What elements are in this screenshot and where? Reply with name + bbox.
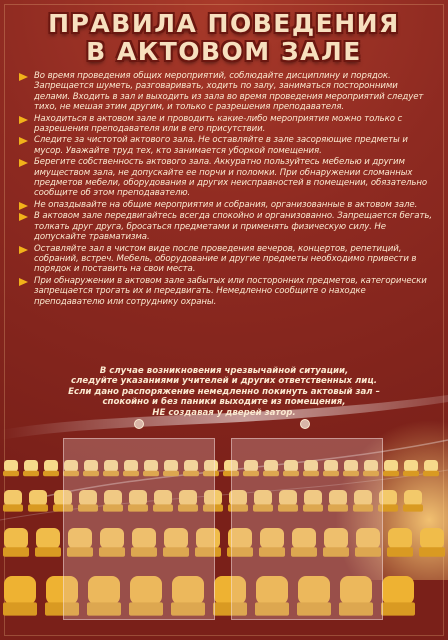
seat-shape bbox=[3, 490, 23, 512]
rule-item bbox=[18, 135, 434, 156]
arrow-bullet-icon bbox=[19, 246, 28, 254]
emergency-line-4: спокойно и без паники выходите из помещения, bbox=[102, 397, 346, 408]
rule-item bbox=[18, 71, 434, 113]
seat-shape bbox=[43, 460, 59, 476]
rule-text: Берегите собственность актового зала. Аккуратно пользуйтесь мебелью и другим имуществом зала, не допускайте ее порчи и поломки. При обнаружении сломанных предметов мебели, оборудования и других неисправностей в помещении, обязательно сообщите об этом преподавателю. bbox=[34, 157, 428, 199]
rule-item bbox=[18, 114, 434, 135]
rule-text: Во время проведения общих мероприятий, соблюдайте дисциплину и порядок. Запрещается шуметь, разговаривать, ходить по залу, заниматься посторонними делами. Входить в зал и выходить из зала во время проведения мероприятий следует тихо, не мешая этим другим, и только с разрешения преподавателя. bbox=[34, 71, 424, 113]
seat-shape bbox=[419, 528, 445, 557]
arrow-bullet-icon bbox=[19, 116, 28, 124]
title-line-2: В АКТОВОМ ЗАЛЕ bbox=[86, 37, 362, 66]
seat-shape bbox=[423, 460, 439, 476]
emergency-line-1: В случае возникновения чрезвычайной ситуации, bbox=[99, 366, 349, 376]
arrow-bullet-icon bbox=[19, 202, 28, 210]
arrow-bullet-icon bbox=[19, 278, 28, 286]
seat-shape bbox=[35, 528, 61, 557]
arrow-bullet-icon bbox=[19, 213, 28, 221]
rule-text: Не опаздывайте на общие мероприятия и собрания, организованные в актовом зале. bbox=[34, 199, 418, 210]
rule-text: В актовом зале передвигайтесь всегда спокойно и организованно. Запрещается бегать, толкать друг друга, бросаться предметами и применять физическую силу. Не допускайте травматизма. bbox=[34, 211, 432, 243]
poster-title bbox=[0, 10, 448, 66]
seat-shape bbox=[28, 490, 48, 512]
emergency-note bbox=[40, 366, 408, 418]
seat-shape bbox=[403, 490, 423, 512]
arrow-bullet-icon bbox=[19, 159, 28, 167]
emergency-line-3: Если дано распоряжение немедленно покинуть актовый зал – bbox=[68, 386, 380, 397]
seat-shape bbox=[383, 460, 399, 476]
seat-shape bbox=[3, 460, 19, 476]
pin-icon bbox=[134, 419, 144, 429]
rule-text: Находиться в актовом зале и проводить какие-либо мероприятия можно только с разрешения преподавателя или в его присутствии. bbox=[34, 113, 403, 135]
seat-shape bbox=[3, 576, 37, 616]
rule-item bbox=[18, 211, 434, 242]
pin-icon bbox=[300, 419, 310, 429]
rule-item bbox=[18, 276, 434, 307]
seat-shape bbox=[3, 528, 29, 557]
rule-text: При обнаружении в актовом зале забытых или посторонних предметов, категорически запрещается трогать их и передвигать. Немедленно сообщите о находке преподавателю или сотруднику охраны. bbox=[34, 275, 427, 307]
seat-shape bbox=[403, 460, 419, 476]
emergency-line-2: следуйте указаниями учителей и других ответственных лиц. bbox=[71, 376, 377, 387]
document-pocket-right bbox=[231, 438, 383, 620]
rules-list bbox=[18, 71, 434, 308]
arrow-bullet-icon bbox=[19, 73, 28, 81]
rule-item bbox=[18, 244, 434, 275]
seat-shape bbox=[381, 576, 415, 616]
rule-text: Оставляйте зал в чистом виде после проведения вечеров, концертов, репетиций, собраний, встреч. Мебель, оборудование и другие предметы необходимо привести в порядок и поставить на свои места. bbox=[34, 243, 417, 275]
seat-shape bbox=[23, 460, 39, 476]
seat-shape bbox=[387, 528, 413, 557]
arrow-bullet-icon bbox=[19, 137, 28, 145]
title-line-1: ПРАВИЛА ПОВЕДЕНИЯ bbox=[48, 9, 400, 38]
rule-item bbox=[18, 157, 434, 199]
document-pocket-left bbox=[63, 438, 215, 620]
rule-item bbox=[18, 200, 434, 210]
emergency-line-5: НЕ создавая у дверей затор. bbox=[152, 407, 296, 418]
rule-text: Следите за чистотой актового зала. Не оставляйте в зале засоряющие предметы и мусор. Уважайте труд тех, кто занимается уборкой помещения. bbox=[34, 135, 408, 156]
